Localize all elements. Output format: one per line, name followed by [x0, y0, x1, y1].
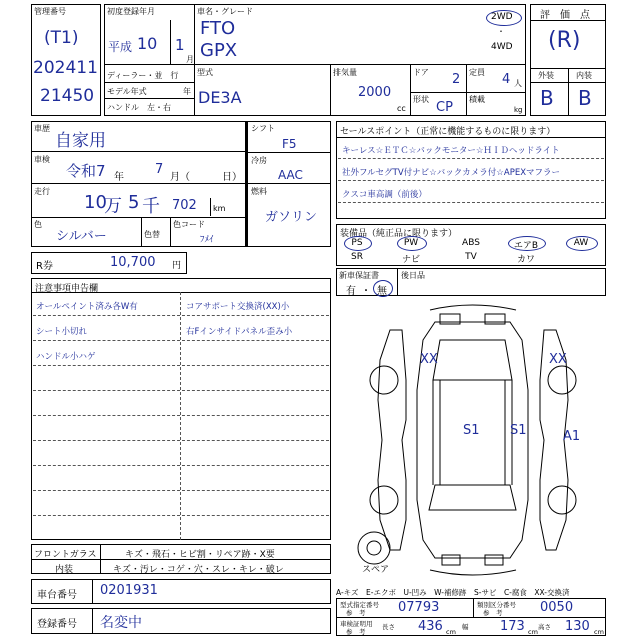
mileage-unit: km: [213, 204, 226, 213]
ext-label: 外装: [538, 71, 554, 80]
inspection-month: 7: [155, 162, 164, 177]
mileage-v1: 10: [84, 192, 107, 213]
car-model: FTO: [200, 18, 236, 39]
postdoc-label: 後日品: [401, 271, 425, 280]
equip-sr: SR: [351, 252, 363, 262]
chassis-value: 0201931: [100, 583, 158, 598]
color-value: シルバー: [56, 229, 107, 244]
damage-legend: A-キズ E-エクボ U-凹み W-補修跡 S-サビ C-腐食 XX-交換済: [336, 588, 570, 597]
inspection-era: 令和7: [66, 162, 106, 180]
inspection-label: 車検: [34, 155, 50, 164]
equip-navi: ナビ: [401, 255, 420, 265]
equip-airb: エアB: [513, 241, 539, 251]
drive-2wd: 2WD: [491, 12, 513, 22]
notes-label: 注意事項申告欄: [35, 284, 99, 294]
front-glass-text: キズ・飛石・ヒビ割・リペア跡・X要: [125, 550, 275, 560]
front-glass-label: フロントガラス: [34, 550, 97, 560]
height-value: 130: [565, 619, 590, 634]
note-right-2: 右Fインサイドパネル歪み小: [186, 327, 293, 337]
model-year-label: モデル年式: [107, 87, 147, 96]
shift-value: F5: [282, 137, 297, 151]
damage-mark-xx-right: XX: [549, 352, 567, 367]
note-right-1: コアサポート交換済(XX)小: [186, 302, 290, 312]
capacity-value: 4: [502, 72, 511, 87]
color-code: ﾌﾒｲ: [200, 235, 214, 245]
fuel-label: 燃料: [251, 187, 267, 196]
damage-mark-xx-left: XX: [420, 352, 438, 367]
inspection-day-unit: 日）: [222, 172, 242, 183]
door-label: ドア: [413, 68, 429, 77]
model-year-unit: 年: [183, 87, 191, 96]
recycle-box: [31, 252, 187, 274]
main-header-box: [104, 4, 526, 116]
ac-label: 冷房: [251, 156, 267, 165]
notes-box: [31, 278, 331, 540]
model-cert-value: 07793: [398, 600, 440, 615]
note-left-3: ハンドル小ハゲ: [36, 352, 96, 362]
equip-leather: カワ: [516, 255, 535, 265]
chassis-label: 車台番号: [37, 590, 77, 601]
engine-label: 排気量: [333, 68, 357, 77]
color-label: 色: [34, 220, 42, 229]
mileage-u1: 万: [104, 196, 122, 217]
cat-ref: 参 考: [483, 609, 503, 617]
width-unit: cm: [528, 628, 538, 636]
mileage-v3: 702: [172, 198, 197, 213]
usage-label: 車歴: [34, 124, 50, 133]
note-left-1: オールペイント済み各W有: [36, 302, 138, 312]
equip-ps: PS: [351, 238, 363, 248]
damage-mark-a1: A1: [563, 429, 581, 444]
mgmt-code: (T1): [44, 28, 79, 48]
inspection-year-unit: 年: [114, 172, 124, 183]
registration-value: 名変中: [100, 615, 142, 631]
reg-month-unit: 月: [186, 55, 194, 64]
engine-unit: cc: [397, 104, 406, 113]
model-cert-label: 型式指定番号: [340, 601, 379, 609]
equip-pw: PW: [403, 238, 419, 248]
sales-line1: キーレス☆ＥＴＣ☆バックモニター☆ＨＩＤヘッドライト: [342, 146, 560, 156]
drive-4wd: 4WD: [491, 42, 513, 52]
equipment-label: 装備品（純正品に限ります）: [340, 229, 458, 239]
equip-aw: AW: [573, 238, 589, 248]
equip-tv: TV: [465, 252, 477, 262]
model-cert-ref: 参 考: [346, 609, 366, 617]
mgmt-label: 管理番号: [34, 7, 66, 16]
load-label: 積載: [469, 95, 485, 104]
mileage-v2: 5: [128, 192, 140, 213]
damage-mark-s1-right: S1: [510, 423, 527, 438]
fuel-value: ガソリン: [265, 210, 318, 225]
ext-score: B: [540, 86, 554, 110]
mileage-u2: 千: [142, 196, 160, 217]
interior-text: キズ・汚レ・コゲ・穴・スレ・キレ・破レ: [113, 565, 284, 575]
mileage-label: 走行: [34, 187, 50, 196]
cat-label: 類別区分番号: [477, 601, 516, 609]
shape-value: CP: [436, 100, 453, 115]
length-unit: cm: [446, 628, 456, 636]
width-value: 173: [500, 619, 525, 634]
load-unit: kg: [514, 106, 523, 114]
shift-label: シフト: [251, 124, 275, 133]
recycle-label: R券: [36, 261, 53, 272]
name-label: 車名・グレード: [197, 7, 253, 16]
recycle-unit: 円: [172, 261, 182, 271]
dims-ref: 参 考: [346, 628, 366, 636]
drive-dot: ・: [497, 27, 505, 36]
length-label: 長さ: [382, 623, 395, 631]
height-unit: cm: [594, 628, 604, 636]
warranty-dot: ・: [361, 286, 371, 297]
type-label: 型式: [197, 68, 213, 77]
usage-value: 自家用: [55, 131, 106, 151]
reg-label: 初度登録年月: [107, 7, 155, 16]
registration-label: 登録番号: [37, 619, 77, 630]
ac-value: AAC: [278, 168, 303, 182]
engine-value: 2000: [358, 85, 392, 100]
width-label: 幅: [462, 623, 469, 631]
height-label: 高さ: [538, 623, 551, 631]
int-label: 内装: [576, 71, 592, 80]
cat-value: 0050: [540, 600, 574, 615]
door-value: 2: [452, 72, 461, 87]
sales-line2: 社外フルセグTV付ナビ☆バックカメラ付☆APEXマフラー: [342, 168, 561, 178]
evaluation-label: 評 価 点: [540, 10, 590, 21]
warranty-label: 新車保証書: [339, 271, 379, 280]
damage-mark-s1-left: S1: [463, 423, 480, 438]
sales-label: セールスポイント（正常に機能するものに限ります）: [340, 127, 556, 137]
handle-label: ハンドル 左・右: [107, 103, 171, 112]
warranty-aru: 有: [346, 286, 356, 297]
capacity-unit: 人: [514, 79, 522, 88]
mgmt-num2: 21450: [40, 86, 95, 106]
length-value: 436: [418, 619, 443, 634]
reg-year: 10: [137, 34, 158, 53]
inspection-month-unit: 月（: [170, 172, 190, 183]
dims-label: 車検証明用: [340, 620, 373, 628]
note-left-2: シート小切れ: [36, 327, 88, 337]
interior-label: 内装: [55, 565, 74, 575]
capacity-label: 定員: [469, 68, 485, 77]
color-code-label: 色コード: [173, 220, 205, 229]
color-change-label: 色替: [144, 230, 160, 239]
sales-line3: クスコ車高調（前後）: [342, 190, 427, 200]
warranty-nashi: 無: [377, 286, 387, 297]
recycle-value: 10,700: [110, 255, 156, 270]
car-grade: GPX: [200, 40, 238, 61]
type-value: DE3A: [198, 88, 242, 107]
reg-month: 1: [175, 36, 185, 54]
int-score: B: [578, 86, 592, 110]
reg-era: 平成: [108, 40, 133, 54]
mgmt-num1: 202411: [33, 58, 98, 78]
equip-abs: ABS: [462, 238, 480, 248]
spare-label: スペア: [362, 565, 390, 575]
shape-label: 形状: [413, 95, 429, 104]
evaluation-score: (R): [548, 28, 581, 53]
dealer-label: ディーラー・並 行: [107, 71, 179, 80]
